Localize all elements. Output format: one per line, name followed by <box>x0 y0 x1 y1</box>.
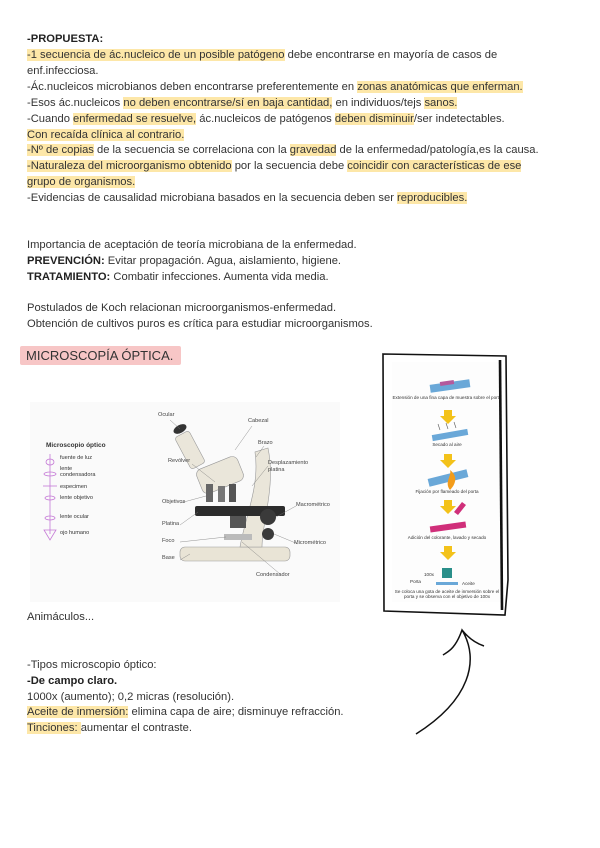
text-line <box>27 191 467 206</box>
highlight: -Nº de copias <box>27 144 94 156</box>
text-line <box>27 143 539 158</box>
text-line <box>27 159 521 174</box>
highlight: zonas anatómicas que enferman. <box>357 81 523 93</box>
text-line: -Tipos microscopio óptico: <box>27 659 157 671</box>
highlight: -1 secuencia de ác.nucleico de un posible patógeno <box>27 49 285 61</box>
highlight: no deben encontrarse/sí en baja cantidad, <box>123 97 333 109</box>
highlight: coincidir con características de ese <box>347 160 522 172</box>
legend-item: lente objetivo <box>60 495 93 501</box>
text-line <box>27 48 497 63</box>
highlight: reproducibles. <box>397 192 468 204</box>
text-span: Evitar propagación. Agua, aislamiento, higiene. <box>104 255 342 267</box>
step-label-aceite: Aceite <box>462 581 475 586</box>
text-line: Importancia de aceptación de teoría microbiana de la enfermedad. <box>27 239 357 251</box>
label-ocular: Ocular <box>158 412 175 418</box>
highlight: enfermedad se resuelve, <box>73 113 197 125</box>
label-desplazamiento: Desplazamiento platina <box>268 460 309 473</box>
text-line <box>27 175 135 190</box>
text-line <box>27 721 192 736</box>
staining-procedure-figure <box>392 362 502 602</box>
label-condensador: Condensador <box>256 572 290 578</box>
highlight: Aceite de inmersión: <box>27 706 129 718</box>
text-line <box>27 80 523 95</box>
highlight: Con recaída clínica al contrario. <box>27 129 185 141</box>
label-objetivos: Objetivos <box>162 499 186 505</box>
label-micrometrico: Micrométrico <box>294 540 327 546</box>
text-span: -Evidencias de causalidad microbiana basados en la secuencia deben ser <box>27 192 398 204</box>
step-caption: Secado al aire <box>432 442 462 447</box>
section-heading: MICROSCOPÍA ÓPTICA. <box>20 346 181 365</box>
legend-item: lente condensadora <box>60 466 96 478</box>
label-revolver: Revólver <box>168 458 191 464</box>
label-prevencion: PREVENCIÓN: <box>27 255 105 267</box>
label-platina: Platina <box>162 521 180 527</box>
highlight: deben disminuir <box>334 113 414 125</box>
legend-item: lente ocular <box>60 514 89 520</box>
text-line <box>27 270 329 285</box>
highlight: gravedad <box>289 144 337 156</box>
legend-item: ojo humano <box>60 530 90 536</box>
label-foco: Foco <box>162 538 175 544</box>
step-caption: Se coloca una gota de aceite de inmersión sobre el porta y se observa con el objetivo de 100x <box>394 589 500 600</box>
label-cabezal: Cabezal <box>248 418 269 424</box>
text-line <box>27 254 341 269</box>
step-caption: Extensión de una fina capa de muestra sobre el porta <box>392 395 502 400</box>
text-line <box>27 705 344 720</box>
legend-item: fuente de luz <box>60 455 93 461</box>
label-base: Base <box>162 555 175 561</box>
highlight: Tinciones: <box>27 722 81 734</box>
text-span: en individuos/tejs <box>332 97 425 109</box>
text-line <box>27 128 184 143</box>
text-line: Obtención de cultivos puros es crítica para estudiar microorganismos. <box>27 318 373 330</box>
text-span: -Cuando <box>27 113 74 125</box>
text-line: -De campo claro. <box>27 675 118 687</box>
text-line: enf.infecciosa. <box>27 65 99 77</box>
text-line: Postulados de Koch relacionan microorganismos-enfermedad. <box>27 302 337 314</box>
step-label-100x: 100x <box>424 572 434 577</box>
text-span: Combatir infecciones. Aumenta vida media. <box>110 271 329 283</box>
text-line: 1000x (aumento); 0,2 micras (resolución). <box>27 691 235 703</box>
legend-title: Microscopio óptico <box>46 442 106 449</box>
text-span: de la enfermedad/patología,es la causa. <box>336 144 539 156</box>
text-span: /ser indetectables. <box>413 113 505 125</box>
text-span: aumentar el contraste. <box>80 722 192 734</box>
step-caption: Fijación por flameado del porta <box>415 489 479 494</box>
highlight: sanos. <box>424 97 458 109</box>
highlight: -Naturaleza del microorganismo obtenido <box>27 160 232 172</box>
highlight: grupo de organismos. <box>27 176 136 188</box>
text-span: -Esos ác.nucleicos <box>27 97 124 109</box>
text-span: -Ác.nucleicos microbianos deben encontrarse preferentemente en <box>27 81 358 93</box>
proposal-title: -PROPUESTA: <box>27 33 104 45</box>
step-caption: Adición del colorante, lavado y secado <box>407 535 487 540</box>
text-span: debe encontrarse en mayoría de casos de <box>284 49 498 61</box>
microscope-figure <box>30 402 340 602</box>
label-macrometrico: Macrométrico <box>296 502 330 508</box>
text-span: ác.nucleicos de patógenos <box>196 113 335 125</box>
text-span: por la secuencia debe <box>231 160 348 172</box>
text-line <box>27 96 457 111</box>
label-brazo: Brazo <box>258 440 273 446</box>
text-span: elimina capa de aire; disminuye refracción. <box>128 706 344 718</box>
label-tratamiento: TRATAMIENTO: <box>27 271 111 283</box>
text-line: Animáculos... <box>27 611 95 623</box>
text-line <box>27 112 505 127</box>
step-label-porta: Porta <box>410 579 421 584</box>
text-span: de la secuencia se correlaciona con la <box>93 144 290 156</box>
legend-item: especimen <box>60 484 88 490</box>
